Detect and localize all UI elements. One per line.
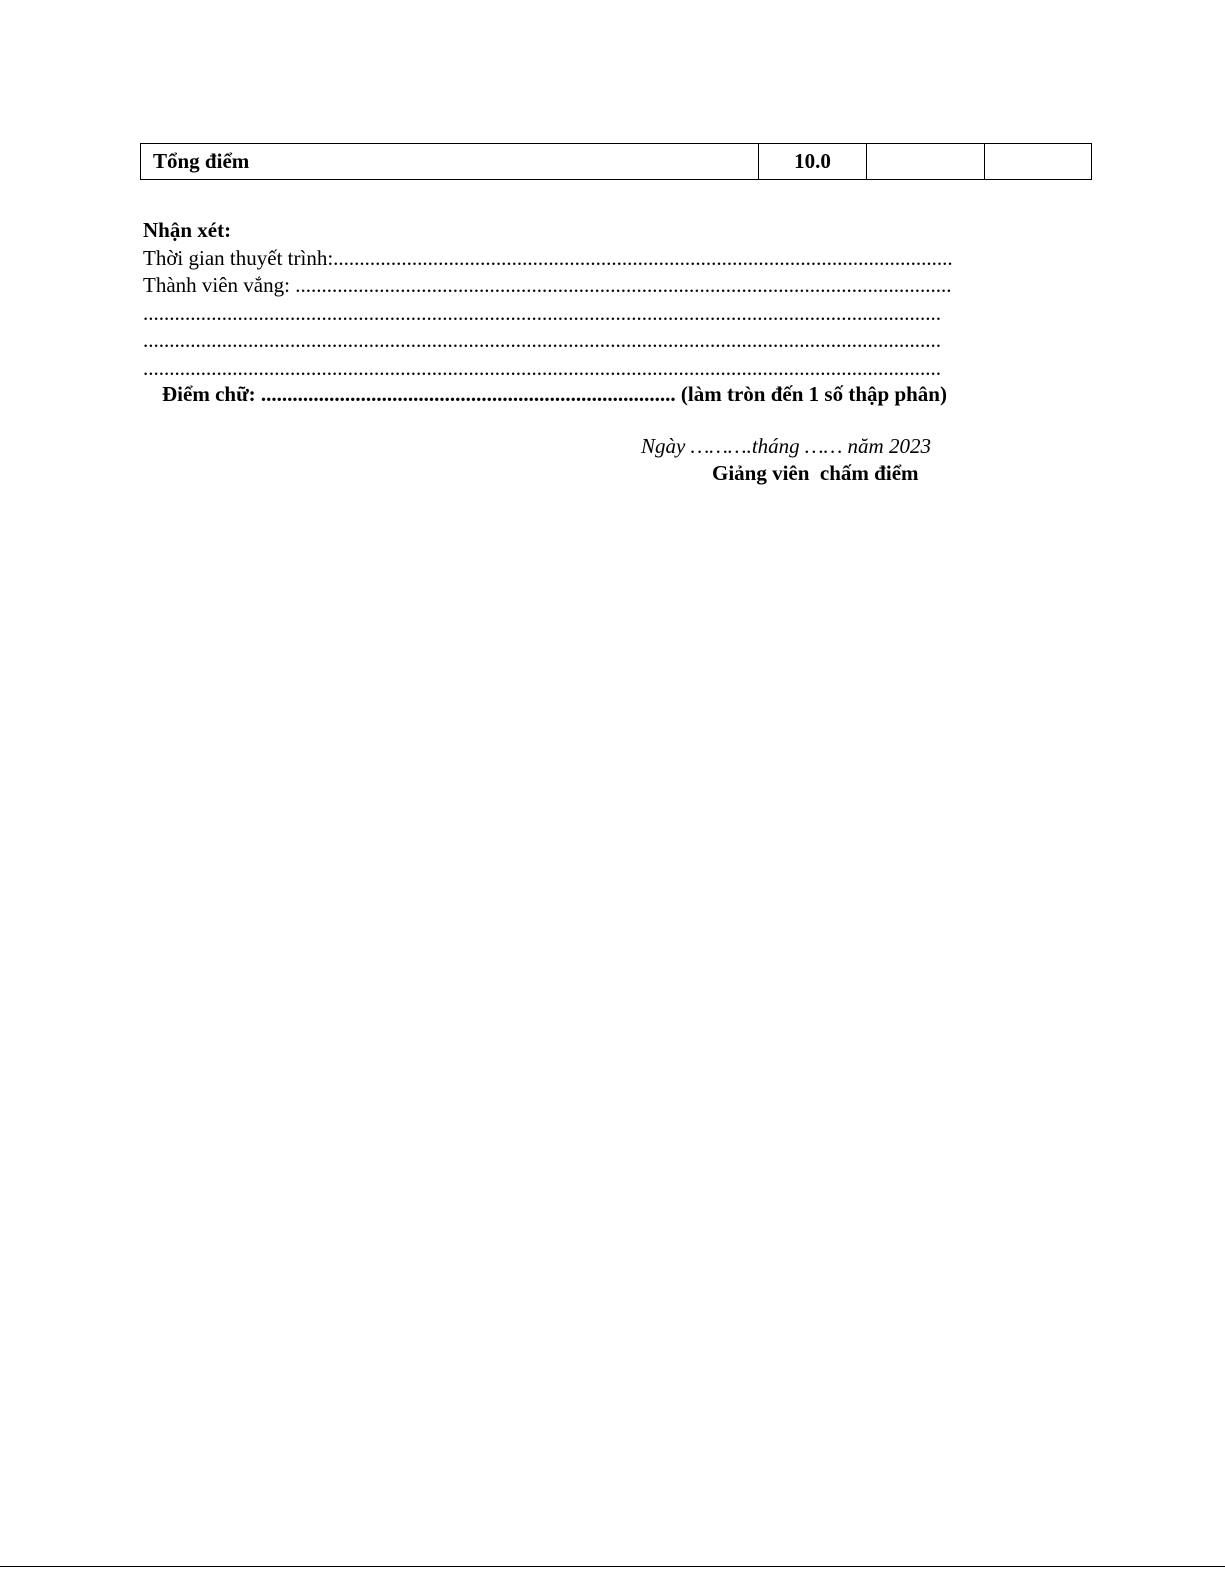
comments-section — [143, 217, 1068, 382]
signature-title: Giảng viên chấm điểm — [712, 461, 919, 485]
grade-in-words-dots: ............................................................................... — [260, 382, 676, 406]
score-cell-2 — [985, 144, 1092, 180]
comment-blank-line-2: ........................................................................................................................................................ — [143, 328, 941, 352]
presentation-time-dots: ...................................................................................................................... — [333, 245, 953, 270]
presentation-time-label: Thời gian thuyết trình: — [143, 245, 334, 270]
max-score-value: 10.0 — [759, 144, 867, 180]
absent-members-dots: ............................................................................................................................. — [295, 273, 952, 297]
absent-members-label: Thành viên vắng: — [143, 273, 296, 297]
absent-members-line — [143, 272, 1068, 300]
total-score-table — [140, 143, 1092, 180]
score-cell-1 — [867, 144, 985, 180]
comments-heading: Nhận xét: — [143, 218, 232, 242]
total-score-label: Tổng điểm — [141, 144, 759, 180]
total-score-row — [141, 144, 1092, 180]
grade-in-words-label: Điểm chữ: — [162, 382, 261, 406]
presentation-time-line — [143, 245, 1068, 273]
grade-in-words-note: (làm tròn đến 1 số thập phân) — [675, 382, 947, 406]
comment-blank-line-3: ........................................................................................................................................................ — [143, 355, 941, 380]
signature-date-line: Ngày ……….tháng …… năm 2023 — [641, 434, 931, 458]
comment-blank-line-1: ........................................................................................................................................................ — [143, 300, 941, 325]
grade-in-words-line — [162, 382, 947, 407]
page-bottom-rule — [0, 1566, 1225, 1567]
